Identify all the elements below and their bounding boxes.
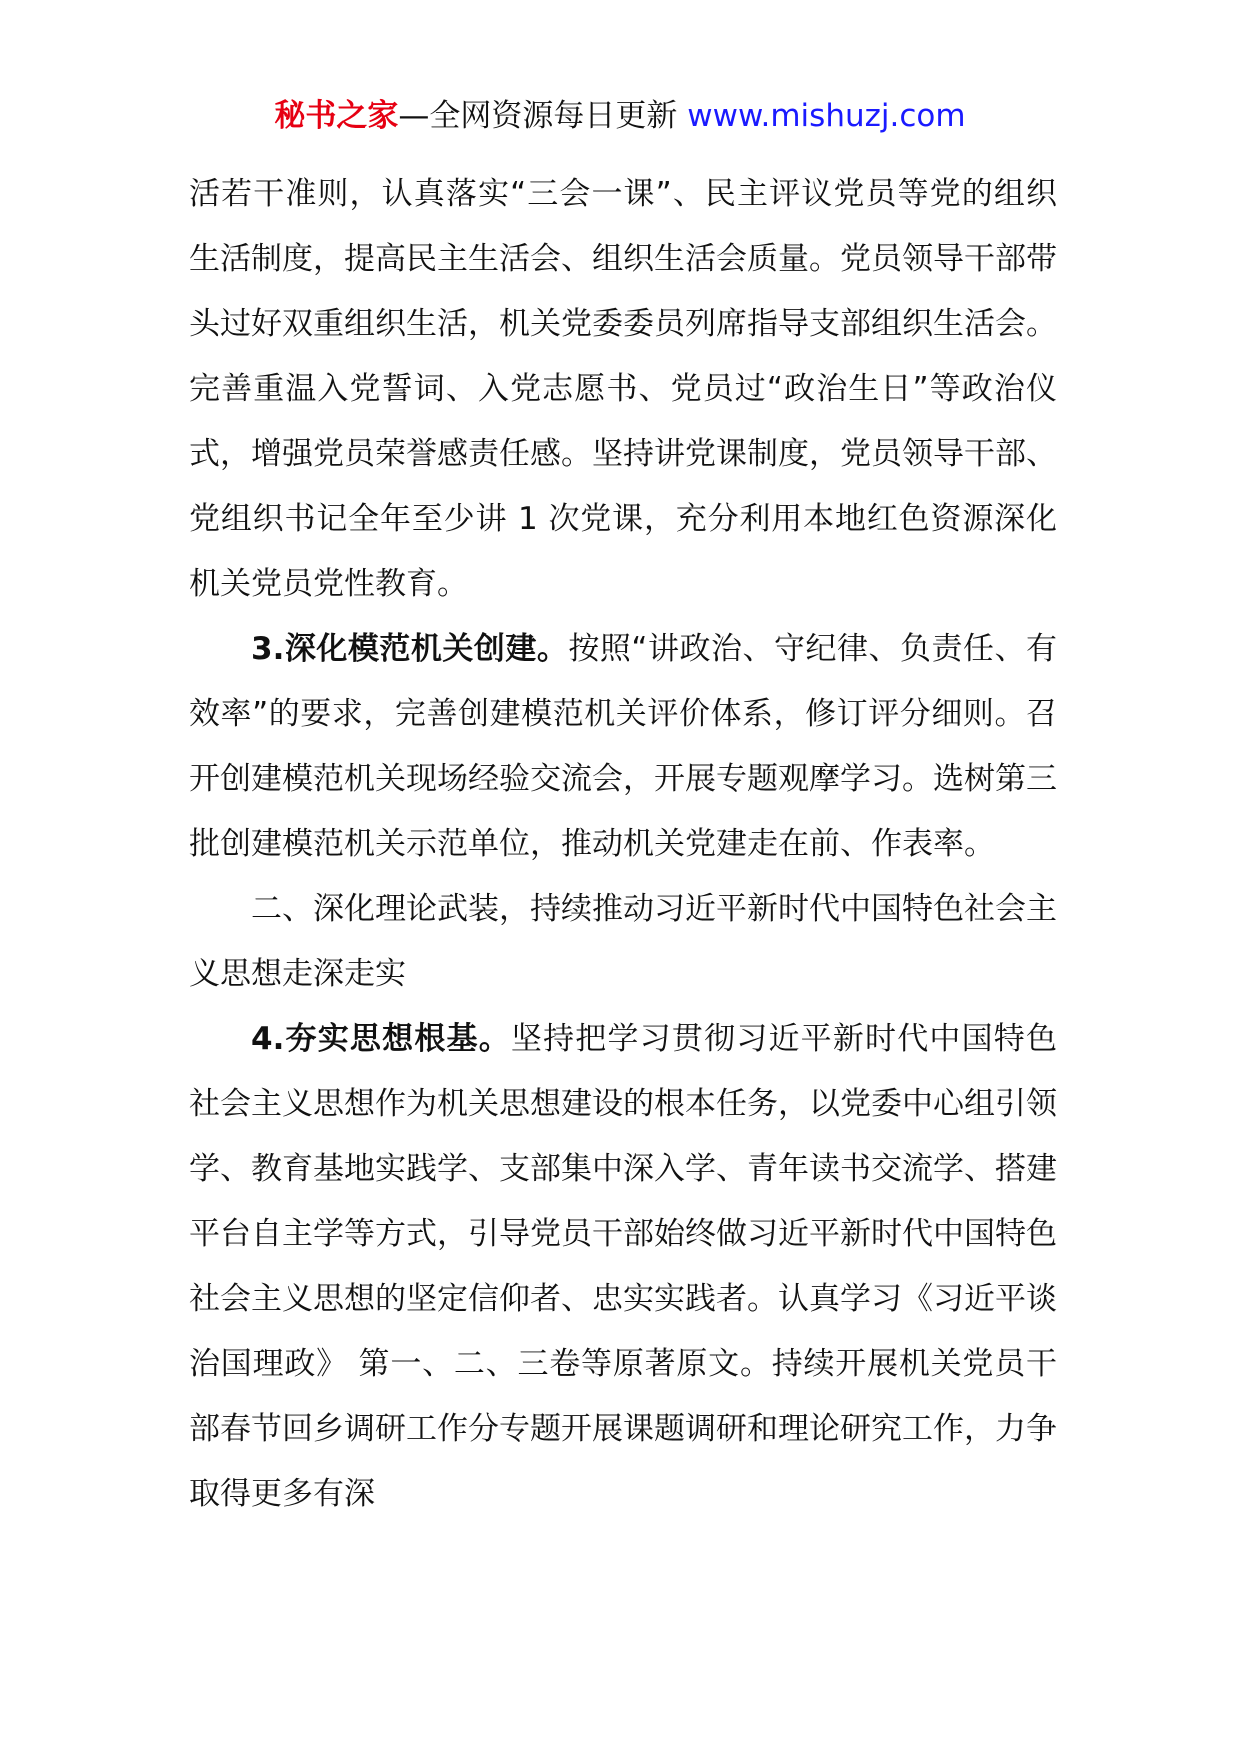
paragraph-model-organ [189, 617, 1057, 877]
paragraph-text: 坚持把学习贯彻习近平新时代中国特色社会主义思想作为机关思想建设的根本任务，以党委中心组引领学、教育基地实践学、支部集中深入学、青年读书交流学、搭建平台自主学等方式，引导党员干部始终做习近平新时代中国特色社会主义思想的坚定信仰者、忠实实践者。认真学习《习近平谈治国理政》 第一、二、三卷等原著原文。持续开展机关党员干部春节回乡调研工作分专题开展课题调研和理论研究工作，力争取得更多有深 [189, 1021, 1057, 1512]
header-slogan: —全网资源每日更新 [398, 98, 688, 134]
page-header [0, 96, 1240, 136]
paragraph-ideology [189, 1007, 1057, 1527]
section-heading-text: 二、深化理论武装，持续推动习近平新时代中国特色社会主义思想走深走实 [189, 891, 1057, 992]
paragraph-heading: 3.深化模范机关创建。 [251, 631, 569, 667]
paragraph-text: 按照“讲政治、守纪律、负责任、有效率”的要求，完善创建模范机关评价体系，修订评分细则。召开创建模范机关现场经验交流会，开展专题观摩学习。选树第三批创建模范机关示范单位，推动机关党建走在前、作表率。 [189, 631, 1057, 862]
section-heading [189, 877, 1057, 1007]
paragraph-heading: 4.夯实思想根基。 [251, 1021, 511, 1057]
document-body [189, 162, 1057, 1527]
paragraph-text: 活若干准则，认真落实“三会一课”、民主评议党员等党的组织生活制度，提高民主生活会、组织生活会质量。党员领导干部带头过好双重组织生活，机关党委委员列席指导支部组织生活会。完善重温入党誓词、入党志愿书、党员过“政治生日”等政治仪式，增强党员荣誉感责任感。坚持讲党课制度，党员领导干部、党组织书记全年至少讲 1 次党课，充分利用本地红色资源深化机关党员党性教育。 [189, 176, 1057, 602]
site-url-link[interactable]: www.mishuzj.com [687, 98, 966, 134]
brand-name: 秘书之家 [274, 98, 399, 134]
paragraph-continuation [189, 162, 1057, 617]
